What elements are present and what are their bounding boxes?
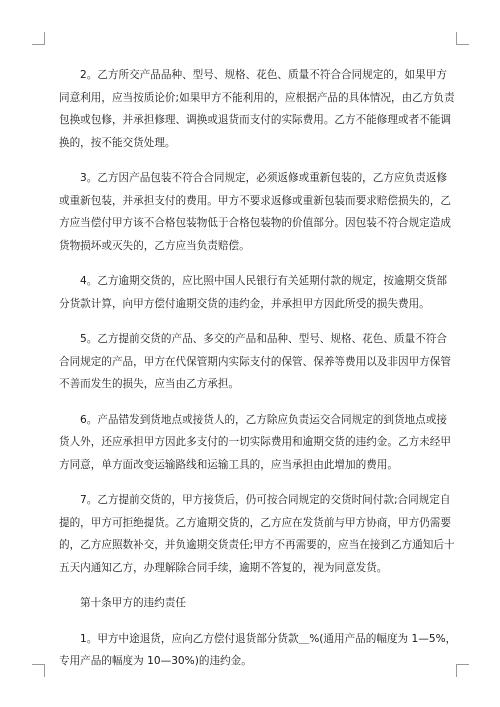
text-line: 专用产品的幅度为 10—30%)的违约金。 [59,655,252,667]
text-line: 同意利用，应当按质论价;如果甲方不能利用的，应根据产品的具体情况，由乙方负责 [59,91,455,104]
paragraph-clause-6 [59,409,451,477]
text-line: 货物损坏或灭失的，乙方应当负责赔偿。 [59,239,250,252]
text-line: 或重新包装，并承担支付的费用。甲方不要求返修或重新包装而要求赔偿损失的，乙 [59,194,451,207]
text-line: 2。乙方所交产品品种、型号、规格、花色、质量不符合合同规定的，如果甲方 [80,69,447,81]
paragraph-clause-2 [59,64,455,154]
crop-mark-top-right [456,32,469,45]
text-line: 7。乙方提前交货的，甲方接货后，仍可按合同规定的交货时间付款;合同规定自 [80,494,451,506]
text-line: 合同规定的产品，甲方在代保管期内实际支付的保管、保养等费用以及非因甲方保管 [59,355,451,368]
crop-mark-bottom-right [456,664,469,677]
text-line: 五天内通知乙方，办理解除合同手续，逾期不答复的，视为同意发货。 [59,561,388,574]
text-line: 1。甲方中途退货，应向乙方偿付退货部分货款＿%(通用产品的幅度为 1—5%， [80,632,457,645]
paragraph-clause-7 [59,489,455,579]
paragraph-party-a-clause-1 [59,628,457,673]
text-line: 分货款计算，向甲方偿付逾期交货的违约金，并承担甲方因此所受的损失费用。 [59,297,430,310]
crop-mark-bottom-left [32,664,45,677]
paragraph-clause-3 [59,167,451,257]
section-heading-article-10 [59,592,441,615]
text-line: 不善而发生的损失，应当由乙方承担。 [59,378,240,390]
text-line: 换的，按不能交货处理。 [59,136,176,149]
paragraph-clause-5 [59,328,451,396]
text-line: 方应当偿付甲方该不合格包装物低于合格包装物的价值部分。因包装不符合规定造成 [59,217,451,229]
paragraph-clause-4 [59,270,447,315]
text-line: 货人外，还应承担甲方因此多支付的一切实际费用和逾期交货的违约金。乙方未经甲 [59,436,451,448]
text-line: 6。产品错发到货地点或接货人的，乙方除应负责运交合同规定的到货地点或接 [80,413,447,426]
text-line: 方同意，单方面改变运输路线和运输工具的，应当承担由此增加的费用。 [59,458,398,471]
text-line: 的，乙方应照数补交，并负逾期交货责任;甲方不再需要的，应当在接到乙方通知后十 [59,539,455,551]
heading-line: 第十条甲方的违约责任 [80,597,186,609]
text-line: 5。乙方提前交货的产品、多交的产品和品种、型号、规格、花色、质量不符合 [80,333,447,345]
text-line: 3。乙方因产品包装不符合合同规定，必须返修或重新包装的，乙方应负责返修 [80,172,447,184]
text-line: 提的，甲方可拒绝提货。乙方逾期交货的，乙方应在发货前与甲方协商，甲方仍需要 [59,516,451,529]
crop-mark-top-left [32,32,45,45]
text-line: 包换或包修，并承担修理、调换或退货而支付的实际费用。乙方不能修理或者不能调 [59,114,451,126]
document-body [59,64,457,686]
text-line: 4。乙方逾期交货的，应比照中国人民银行有关延期付款的规定，按逾期交货部 [80,275,447,287]
